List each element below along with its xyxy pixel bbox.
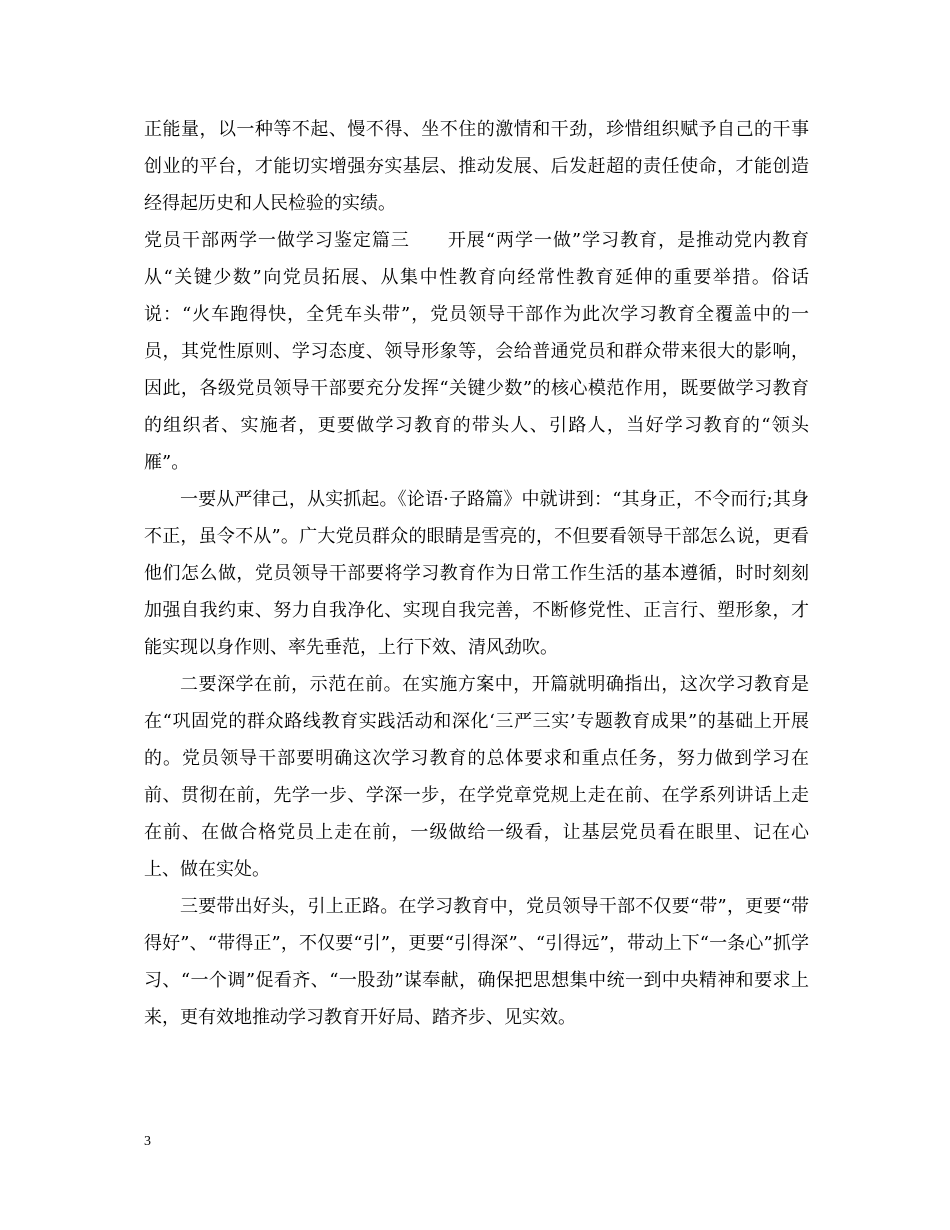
document-body <box>144 111 809 1036</box>
paragraph-5: 三要带出好头，引上正路。在学习教育中，党员领导干部不仅要“带”，更要“带得好”、“带得正”，不仅要“引”，更要“引得深”、“引得远”，带动上下“一条心”抓学习、“一个调”促看齐、“一股劲”谋奉献，确保把思想集中统一到中央精神和要求上来，更有效地推动学习教育开好局、踏齐步、见实效。 <box>144 896 809 1028</box>
paragraph-2: 党员干部两学一做学习鉴定篇三 开展“两学一做”学习教育，是推动党内教育从“关键少数”向党员拓展、从集中性教育向经常性教育延伸的重要举措。俗话说：“火车跑得快，全凭车头带”，党员领导干部作为此次学习教育全覆盖中的一员，其党性原则、学习态度、领导形象等，会给普通党员和群众带来很大的影响，因此，各级党员领导干部要充分发挥“关键少数”的核心模范作用，既要做学习教育的组织者、实施者，更要做学习教育的带头人、引路人，当好学习教育的“领头雁”。 <box>144 230 809 473</box>
paragraph-1: 正能量，以一种等不起、慢不得、坐不住的激情和干劲，珍惜组织赋予自己的干事创业的平台，才能切实增强夯实基层、推动发展、后发赶超的责任使命，才能创造经得起历史和人民检验的实绩。 <box>144 119 809 214</box>
paragraph-4: 二要深学在前，示范在前。在实施方案中，开篇就明确指出，这次学习教育是在“巩固党的群众路线教育实践活动和深化‘三严三实’专题教育成果”的基础上开展的。党员领导干部要明确这次学习教育的总体要求和重点任务，努力做到学习在前、贯彻在前，先学一步、学深一步，在学党章党规上走在前、在学系列讲话上走在前、在做合格党员上走在前，一级做给一级看，让基层党员看在眼里、记在心上、做在实处。 <box>144 674 809 880</box>
page-number: 3 <box>144 1134 151 1149</box>
paragraph-3: 一要从严律己，从实抓起。《论语·子路篇》中就讲到：“其身正，不令而行;其身不正，虽令不从”。广大党员群众的眼睛是雪亮的，不但要看领导干部怎么说，更看他们怎么做，党员领导干部要将学习教育作为日常工作生活的基本遵循，时时刻刻加强自我约束、努力自我净化、实现自我完善，不断修党性、正言行、塑形象，才能实现以身作则、率先垂范，上行下效、清风劲吹。 <box>144 489 809 658</box>
